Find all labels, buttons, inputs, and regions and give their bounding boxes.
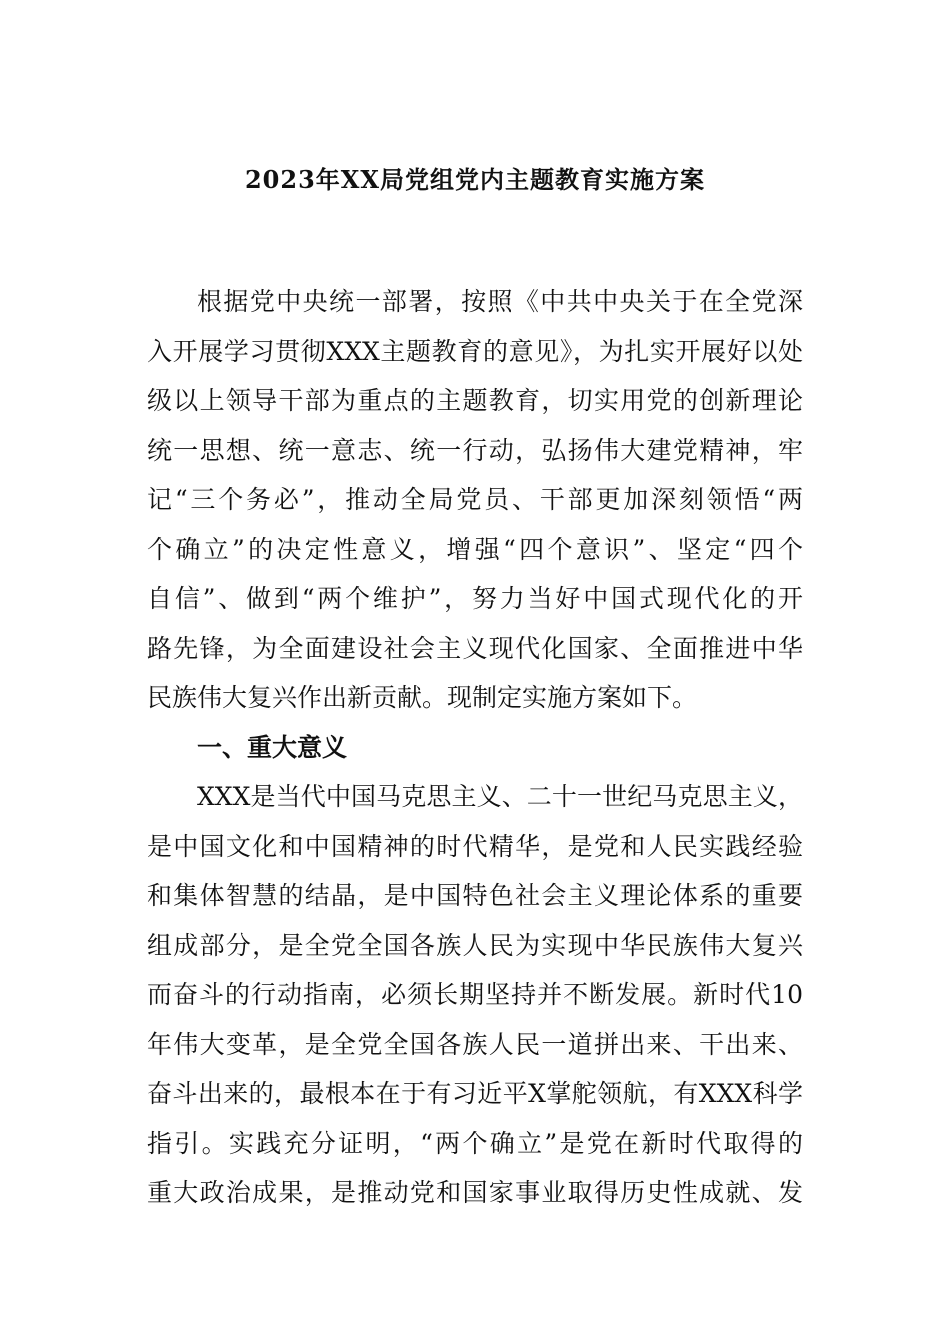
text-line: 民族伟大复兴作出新贡献。现制定实施方案如下。 <box>147 683 698 712</box>
document-body <box>147 277 803 1218</box>
text-line: 个确立”的决定性意义，增强“四个意识”、坚定“四个 <box>147 534 803 564</box>
text-line: 级以上领导干部为重点的主题教育，切实用党的创新理论 <box>147 386 803 415</box>
text-line: XXX是当代中国马克思主义、二十一世纪马克思主义， <box>197 782 803 811</box>
text-line: 记“三个务必”，推动全局党员、干部更加深刻领悟“两 <box>147 485 803 514</box>
text-line: 奋斗出来的，最根本在于有习近平X掌舵领航，有XXX科学 <box>147 1079 803 1108</box>
text-line: 和集体智慧的结晶，是中国特色社会主义理论体系的重要 <box>147 881 803 910</box>
text-line: 指引。实践充分证明，“两个确立”是党在新时代取得的 <box>147 1128 803 1158</box>
text-line: 重大政治成果，是推动党和国家事业取得历史性成就、发 <box>147 1178 803 1207</box>
text-line: 是中国文化和中国精神的时代精华，是党和人民实践经验 <box>147 831 803 861</box>
text-line: 组成部分，是全党全国各族人民为实现中华民族伟大复兴 <box>147 930 803 960</box>
text-line: 根据党中央统一部署，按照《中共中央关于在全党深 <box>197 287 803 316</box>
paragraph-significance <box>147 772 803 1218</box>
text-line: 年伟大变革，是全党全国各族人民一道拼出来、干出来、 <box>147 1029 803 1059</box>
document-title: 2023年XX局党组党内主题教育实施方案 <box>244 165 706 194</box>
text-line: 统一思想、统一意志、统一行动，弘扬伟大建党精神，牢 <box>147 435 803 465</box>
paragraph-intro <box>147 277 803 723</box>
text-line: 路先锋，为全面建设社会主义现代化国家、全面推进中华 <box>147 633 803 663</box>
text-line: 自信”、做到“两个维护”，努力当好中国式现代化的开 <box>147 584 803 613</box>
section-heading: 一、重大意义 <box>197 732 348 762</box>
text-line: 而奋斗的行动指南，必须长期坚持并不断发展。新时代10 <box>147 980 803 1009</box>
text-line: 入开展学习贯彻XXX主题教育的意见》，为扎实开展好以处 <box>147 336 803 366</box>
